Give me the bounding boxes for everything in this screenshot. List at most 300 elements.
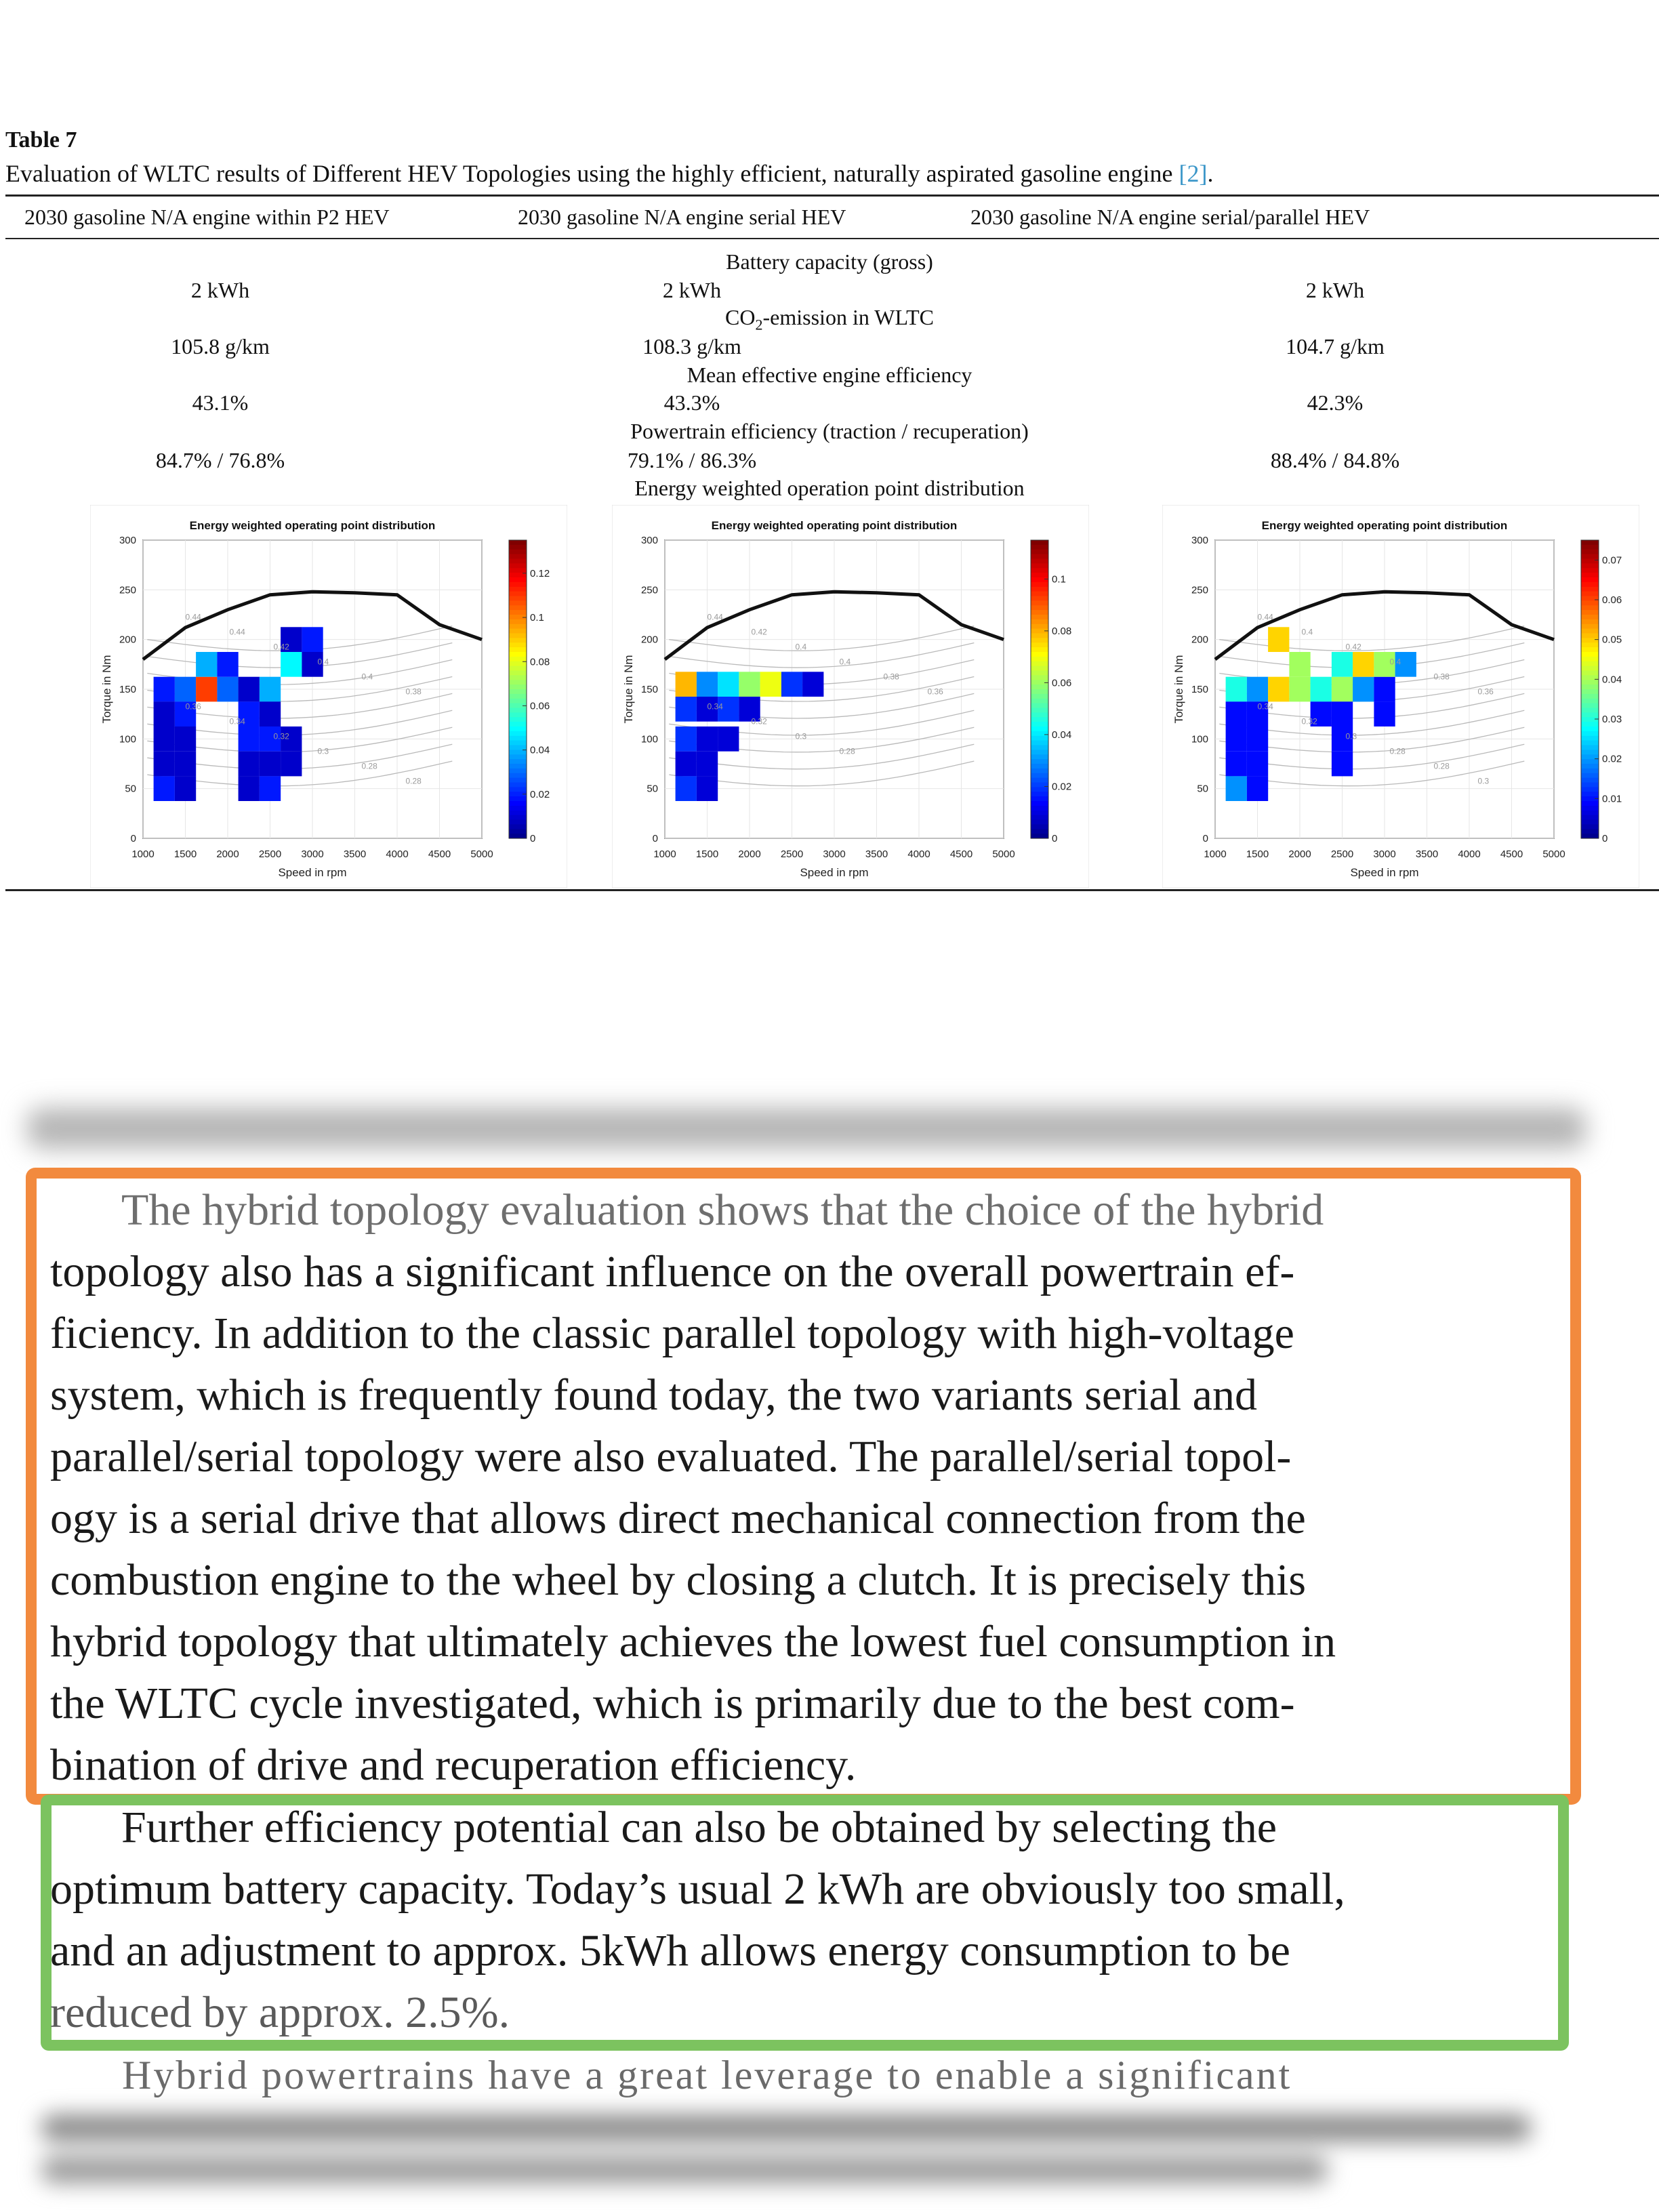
colorbar-segment xyxy=(1581,703,1599,709)
colorbar-segment xyxy=(1031,582,1048,588)
heatmap-cell xyxy=(239,752,260,777)
colorbar-segment xyxy=(509,741,527,746)
colorbar-segment xyxy=(509,689,527,695)
colorbar-segment xyxy=(509,675,527,680)
contour-label: 0.4 xyxy=(795,642,807,652)
colorbar-segment xyxy=(1031,600,1048,606)
heatmap-cell xyxy=(281,752,302,777)
heatmap-cell xyxy=(260,752,281,777)
y-tick-label: 200 xyxy=(1191,634,1208,646)
heatmap-cell xyxy=(1226,726,1247,752)
colorbar-segment xyxy=(1031,592,1048,597)
colorbar-segment xyxy=(509,811,527,816)
colorbar-segment xyxy=(1581,699,1599,704)
y-tick-label: 300 xyxy=(119,535,136,546)
contour-label: 0.32 xyxy=(751,716,767,726)
colorbar-segment xyxy=(1581,550,1599,555)
x-tick-label: 2500 xyxy=(1330,848,1354,860)
colorbar-segment xyxy=(1031,820,1048,825)
colorbar-segment xyxy=(509,694,527,699)
row-label-distribution: Energy weighted operation point distribution xyxy=(634,476,1025,500)
heatmap-cell xyxy=(1226,701,1247,726)
colorbar-segment xyxy=(1031,699,1048,704)
colorbar-segment xyxy=(509,540,527,546)
colorbar-segment xyxy=(1581,824,1599,830)
colorbar-segment xyxy=(1581,801,1599,806)
colorbar-segment xyxy=(1581,750,1599,755)
x-tick-label: 4000 xyxy=(1458,848,1481,860)
caption-reference-link[interactable]: [2] xyxy=(1179,160,1208,187)
caption-text: Evaluation of WLTC results of Different HEV Topologies using the highly efficient, naturally aspirated gasoline engine xyxy=(5,160,1179,187)
heatmap-cell xyxy=(802,672,823,697)
contour-label: 0.36 xyxy=(185,701,201,712)
colorbar-segment xyxy=(509,787,527,792)
colorbar-segment xyxy=(509,726,527,732)
x-tick-label: 3500 xyxy=(343,848,367,860)
heatmap-cell xyxy=(1374,701,1395,726)
colorbar-segment xyxy=(509,671,527,676)
contour-label: 0.44 xyxy=(185,612,201,622)
contour-label: 0.34 xyxy=(707,701,723,712)
colorbar-segment xyxy=(1031,689,1048,695)
heatmap-cell xyxy=(718,726,739,752)
heatmap-cell xyxy=(1353,652,1374,677)
heatmap-cell xyxy=(175,726,196,752)
heatmap-cell xyxy=(154,701,175,726)
x-axis-label: Speed in rpm xyxy=(800,866,869,879)
x-tick-label: 3000 xyxy=(823,848,846,860)
contour-label: 0.44 xyxy=(229,627,245,637)
heatmap-cell xyxy=(676,672,697,697)
colorbar-segment xyxy=(509,806,527,811)
colorbar-segment xyxy=(509,829,527,834)
colorbar-segment xyxy=(509,619,527,625)
heatmap-cell xyxy=(1353,677,1374,702)
row-label-battery: Battery capacity (gross) xyxy=(726,249,933,274)
colorbar-segment xyxy=(1581,773,1599,779)
colorbar-segment xyxy=(1031,787,1048,792)
heatmap-cell xyxy=(1247,677,1268,702)
colorbar-segment xyxy=(1031,596,1048,602)
colorbar-segment xyxy=(509,661,527,667)
heatmap-cell xyxy=(697,672,718,697)
colorbar-segment xyxy=(1031,605,1048,611)
heatmap-chart-serial xyxy=(612,505,1089,888)
colorbar-segment xyxy=(1581,712,1599,718)
colorbar-segment xyxy=(1581,615,1599,620)
colorbar-segment xyxy=(1581,577,1599,583)
heatmap-cell xyxy=(175,677,196,702)
colorbar-segment xyxy=(1581,559,1599,565)
cell-powertrain-serial: 79.1% / 86.3% xyxy=(627,448,757,472)
colorbar-segment xyxy=(1581,573,1599,578)
colorbar-segment xyxy=(1031,712,1048,718)
colorbar-segment xyxy=(1581,783,1599,788)
contour-label: 0.36 xyxy=(927,687,943,697)
colorbar-segment xyxy=(509,568,527,573)
heatmap-cell xyxy=(1247,752,1268,777)
colorbar-segment xyxy=(1581,834,1599,839)
cell-co2-serial-parallel: 104.7 g/km xyxy=(1286,334,1385,359)
colorbar-segment xyxy=(509,815,527,821)
heatmap-cell xyxy=(239,677,260,702)
colorbar-segment xyxy=(1581,652,1599,657)
colorbar-segment xyxy=(1031,694,1048,699)
y-tick-label: 0 xyxy=(1202,833,1208,844)
colorbar-segment xyxy=(1581,759,1599,764)
paragraph-hybrid-topology xyxy=(50,1179,1531,1796)
colorbar-segment xyxy=(1581,624,1599,630)
colorbar-segment xyxy=(509,592,527,597)
colorbar-segment xyxy=(1031,540,1048,546)
heatmap-cell xyxy=(154,726,175,752)
colorbar-segment xyxy=(509,764,527,769)
cell-engine-efficiency-p2: 43.1% xyxy=(192,390,249,415)
heatmap-cell xyxy=(239,776,260,801)
x-tick-label: 2000 xyxy=(1288,848,1311,860)
x-tick-label: 5000 xyxy=(470,848,493,860)
colorbar-segment xyxy=(1031,563,1048,569)
colorbar-tick-label: 0.08 xyxy=(1052,625,1072,637)
colorbar-segment xyxy=(1581,796,1599,802)
heatmap-cell xyxy=(260,701,281,726)
co2-label-suffix: -emission in WLTC xyxy=(762,305,934,329)
colorbar-segment xyxy=(1581,689,1599,695)
y-axis-label: Torque in Nm xyxy=(622,655,635,724)
colorbar-segment xyxy=(1581,708,1599,714)
colorbar-segment xyxy=(509,783,527,788)
colorbar-segment xyxy=(509,736,527,741)
colorbar-segment xyxy=(1031,610,1048,615)
cell-engine-efficiency-serial: 43.3% xyxy=(663,390,720,415)
colorbar-segment xyxy=(509,712,527,718)
colorbar-segment xyxy=(1031,634,1048,639)
colorbar-segment xyxy=(1581,745,1599,751)
heatmap-cell xyxy=(781,672,802,697)
colorbar-segment xyxy=(1581,647,1599,653)
colorbar-segment xyxy=(1031,750,1048,755)
colorbar-segment xyxy=(1581,829,1599,834)
heatmap-cell xyxy=(196,677,217,702)
y-tick-label: 150 xyxy=(119,684,136,695)
colorbar-segment xyxy=(1031,754,1048,760)
cell-powertrain-p2: 84.7% / 76.8% xyxy=(155,448,285,472)
x-tick-label: 1000 xyxy=(653,848,676,860)
heatmap-cell xyxy=(1226,776,1247,801)
table-caption xyxy=(5,159,1213,188)
heatmap-cell xyxy=(1289,677,1310,702)
colorbar-segment xyxy=(509,596,527,602)
heatmap-cell xyxy=(739,672,760,697)
para2-line: optimum battery capacity. Today’s usual 2 kWh are obviously too small, xyxy=(50,1864,1345,1914)
colorbar-segment xyxy=(1031,642,1048,648)
y-tick-label: 50 xyxy=(1197,783,1208,795)
para2-line: Further efficiency potential can also be obtained by selecting the xyxy=(121,1803,1277,1852)
contour-label: 0.42 xyxy=(1345,642,1361,652)
colorbar-segment xyxy=(1031,554,1048,560)
heatmap-cell xyxy=(676,726,697,752)
y-tick-label: 50 xyxy=(125,783,136,795)
colorbar-segment xyxy=(1031,815,1048,821)
colorbar-segment xyxy=(509,642,527,648)
y-axis-label: Torque in Nm xyxy=(100,655,113,724)
colorbar-segment xyxy=(1031,587,1048,592)
x-tick-label: 2500 xyxy=(258,848,282,860)
table-top-rule xyxy=(5,194,1659,197)
paragraph-battery-capacity xyxy=(50,1797,1531,2043)
colorbar-tick-label: 0 xyxy=(1052,833,1058,844)
blurred-bottom-text xyxy=(41,2108,1599,2189)
colorbar-segment xyxy=(509,577,527,583)
heatmap-cell xyxy=(676,752,697,777)
cell-engine-efficiency-serial-parallel: 42.3% xyxy=(1307,390,1364,415)
column-header-p2: 2030 gasoline N/A engine within P2 HEV xyxy=(24,205,390,229)
colorbar-segment xyxy=(1031,764,1048,769)
chart-title: Energy weighted operating point distribution xyxy=(1261,519,1508,532)
colorbar-tick-label: 0.02 xyxy=(1602,753,1622,765)
y-tick-label: 300 xyxy=(1191,535,1208,546)
colorbar-segment xyxy=(1031,778,1048,783)
contour-label: 0.38 xyxy=(405,687,422,697)
colorbar-segment xyxy=(509,824,527,830)
colorbar-segment xyxy=(1581,680,1599,685)
colorbar-segment xyxy=(1031,796,1048,802)
y-axis-label: Torque in Nm xyxy=(1172,655,1185,724)
y-tick-label: 0 xyxy=(130,833,136,844)
colorbar-segment xyxy=(509,605,527,611)
para1-line: topology also has a significant influence on the overall powertrain ef- xyxy=(50,1247,1295,1296)
colorbar-segment xyxy=(1581,815,1599,821)
colorbar-segment xyxy=(1031,657,1048,662)
colorbar-segment xyxy=(1581,634,1599,639)
colorbar-segment xyxy=(509,647,527,653)
heatmap-chart-p2 xyxy=(90,505,567,888)
colorbar-segment xyxy=(509,820,527,825)
x-tick-label: 4000 xyxy=(386,848,409,860)
colorbar-segment xyxy=(509,750,527,755)
table-bottom-rule xyxy=(5,889,1659,891)
colorbar-segment xyxy=(1031,684,1048,690)
cell-battery-p2: 2 kWh xyxy=(190,278,250,302)
heatmap-cell xyxy=(718,672,739,697)
para1-line: system, which is frequently found today, the two variants serial and xyxy=(50,1370,1257,1420)
contour-label: 0.28 xyxy=(405,776,422,786)
colorbar-segment xyxy=(1031,545,1048,550)
colorbar-segment xyxy=(509,610,527,615)
colorbar-segment xyxy=(1031,666,1048,672)
colorbar-tick-label: 0.01 xyxy=(1602,793,1622,805)
colorbar-segment xyxy=(509,796,527,802)
colorbar-segment xyxy=(1031,638,1048,643)
colorbar-segment xyxy=(509,745,527,751)
contour-label: 0.34 xyxy=(1257,701,1273,712)
x-tick-label: 3500 xyxy=(1415,848,1439,860)
x-tick-label: 4500 xyxy=(1500,848,1523,860)
contour-label: 0.3 xyxy=(795,731,807,741)
contour-label: 0.3 xyxy=(1345,731,1357,741)
y-tick-label: 150 xyxy=(1191,684,1208,695)
colorbar-segment xyxy=(509,801,527,806)
heatmap-cell xyxy=(676,776,697,801)
contour-label: 0.32 xyxy=(273,731,289,741)
colorbar-tick-label: 0 xyxy=(530,833,536,844)
heatmap-cell xyxy=(1332,677,1353,702)
colorbar-segment xyxy=(1031,703,1048,709)
colorbar-segment xyxy=(1581,820,1599,825)
colorbar-segment xyxy=(1581,717,1599,722)
colorbar-segment xyxy=(509,587,527,592)
heatmap-cell xyxy=(1332,701,1353,726)
colorbar-tick-label: 0.04 xyxy=(1602,674,1622,686)
contour-label: 0.4 xyxy=(839,657,851,667)
y-tick-label: 50 xyxy=(647,783,658,795)
x-axis-label: Speed in rpm xyxy=(1350,866,1419,879)
cell-battery-serial: 2 kWh xyxy=(662,278,722,302)
contour-label: 0.36 xyxy=(1477,687,1494,697)
heatmap-cell xyxy=(1289,652,1310,677)
colorbar-segment xyxy=(509,834,527,839)
colorbar-segment xyxy=(1581,592,1599,597)
colorbar-segment xyxy=(509,722,527,727)
row-label-engine-efficiency: Mean effective engine efficiency xyxy=(687,363,972,387)
chart-title: Energy weighted operating point distribution xyxy=(189,519,436,532)
colorbar-segment xyxy=(509,629,527,634)
cell-battery-serial-parallel: 2 kWh xyxy=(1305,278,1365,302)
colorbar-segment xyxy=(1031,717,1048,722)
heatmap-cell xyxy=(697,776,718,801)
colorbar-segment xyxy=(1581,605,1599,611)
heatmap-cell xyxy=(697,752,718,777)
x-tick-label: 2000 xyxy=(216,848,239,860)
colorbar-segment xyxy=(1031,759,1048,764)
contour-label: 0.32 xyxy=(1301,716,1317,726)
para1-line: ogy is a serial drive that allows direct mechanical connection from the xyxy=(50,1494,1306,1543)
colorbar-tick-label: 0 xyxy=(1602,833,1608,844)
colorbar-segment xyxy=(509,708,527,714)
colorbar-segment xyxy=(1031,731,1048,737)
para1-line: the WLTC cycle investigated, which is primarily due to the best com- xyxy=(50,1679,1295,1728)
blurred-top-band xyxy=(27,1108,1586,1149)
cell-co2-p2: 105.8 g/km xyxy=(171,334,270,359)
table-label: Table 7 xyxy=(5,127,77,152)
heatmap-cell xyxy=(154,677,175,702)
x-tick-label: 4500 xyxy=(428,848,451,860)
colorbar-segment xyxy=(1581,684,1599,690)
heatmap-cell xyxy=(154,776,175,801)
heatmap-cell xyxy=(1247,776,1268,801)
contour-label: 0.44 xyxy=(1257,612,1273,622)
colorbar-segment xyxy=(509,634,527,639)
colorbar-segment xyxy=(509,773,527,779)
colorbar-segment xyxy=(1031,559,1048,565)
colorbar-tick-label: 0.03 xyxy=(1602,714,1622,725)
colorbar-segment xyxy=(1581,545,1599,550)
cut-off-line: Hybrid powertrains have a great leverage to enable a significant xyxy=(122,2053,1292,2097)
colorbar-segment xyxy=(1581,642,1599,648)
para1-line: parallel/serial topology were also evaluated. The parallel/serial topol- xyxy=(50,1432,1292,1481)
colorbar-segment xyxy=(1031,661,1048,667)
colorbar-tick-label: 0.05 xyxy=(1602,634,1622,646)
colorbar-segment xyxy=(1581,661,1599,667)
heatmap-cell xyxy=(697,726,718,752)
colorbar-segment xyxy=(509,563,527,569)
contour-label: 0.42 xyxy=(751,627,767,637)
colorbar-segment xyxy=(509,754,527,760)
y-tick-label: 100 xyxy=(1191,733,1208,745)
contour-label: 0.4 xyxy=(361,672,373,682)
table-header-rule xyxy=(5,238,1659,239)
colorbar-segment xyxy=(1031,792,1048,797)
colorbar-segment xyxy=(1031,624,1048,630)
x-tick-label: 1500 xyxy=(1246,848,1269,860)
para2-line: reduced by approx. 2.5%. xyxy=(50,1988,510,2037)
heatmap-cell xyxy=(1226,752,1247,777)
chart-title: Energy weighted operating point distribution xyxy=(711,519,958,532)
colorbar-segment xyxy=(1031,652,1048,657)
colorbar-tick-label: 0.04 xyxy=(1052,729,1072,741)
colorbar-segment xyxy=(1581,600,1599,606)
colorbar-segment xyxy=(1031,829,1048,834)
colorbar-segment xyxy=(1581,764,1599,769)
heatmap-cell xyxy=(302,627,323,652)
colorbar-segment xyxy=(1581,540,1599,546)
colorbar-segment xyxy=(1031,568,1048,573)
co2-label-prefix: CO xyxy=(725,305,756,329)
colorbar-segment xyxy=(1031,675,1048,680)
heatmap-cell xyxy=(1247,726,1268,752)
colorbar-segment xyxy=(1581,554,1599,560)
para1-line: hybrid topology that ultimately achieves the lowest fuel consumption in xyxy=(50,1617,1336,1666)
heatmap-cell xyxy=(217,677,238,702)
para1-line: combustion engine to the wheel by closing a clutch. It is precisely this xyxy=(50,1555,1307,1605)
colorbar-segment xyxy=(1031,824,1048,830)
colorbar-segment xyxy=(509,778,527,783)
heatmap-cell xyxy=(1311,677,1332,702)
contour-label: 0.4 xyxy=(1301,627,1313,637)
colorbar-segment xyxy=(1031,573,1048,578)
heatmap-cell xyxy=(239,726,260,752)
colorbar-segment xyxy=(509,559,527,565)
colorbar-segment xyxy=(509,731,527,737)
heatmap-cell xyxy=(1226,677,1247,702)
colorbar-segment xyxy=(1581,666,1599,672)
heatmap-cell xyxy=(260,776,281,801)
x-tick-label: 2500 xyxy=(780,848,804,860)
heatmap-cell xyxy=(196,652,217,677)
colorbar-segment xyxy=(509,717,527,722)
colorbar-segment xyxy=(509,624,527,630)
colorbar-segment xyxy=(1031,806,1048,811)
colorbar-segment xyxy=(1031,619,1048,625)
colorbar-segment xyxy=(1031,834,1048,839)
colorbar-segment xyxy=(1581,726,1599,732)
cell-powertrain-serial-parallel: 88.4% / 84.8% xyxy=(1270,448,1400,472)
colorbar-segment xyxy=(1581,610,1599,615)
x-tick-label: 5000 xyxy=(1542,848,1565,860)
y-tick-label: 100 xyxy=(119,733,136,745)
contour-label: 0.38 xyxy=(1433,672,1450,682)
colorbar-segment xyxy=(1581,736,1599,741)
x-tick-label: 4500 xyxy=(949,848,973,860)
contour-label: 0.28 xyxy=(1389,746,1406,756)
x-tick-label: 1500 xyxy=(173,848,197,860)
colorbar-segment xyxy=(1031,801,1048,806)
colorbar-segment xyxy=(1581,731,1599,737)
contour-label: 0.28 xyxy=(361,761,377,771)
cell-co2-serial: 108.3 g/km xyxy=(642,334,741,359)
heatmap-cell xyxy=(154,752,175,777)
contour-label: 0.3 xyxy=(1477,776,1490,786)
